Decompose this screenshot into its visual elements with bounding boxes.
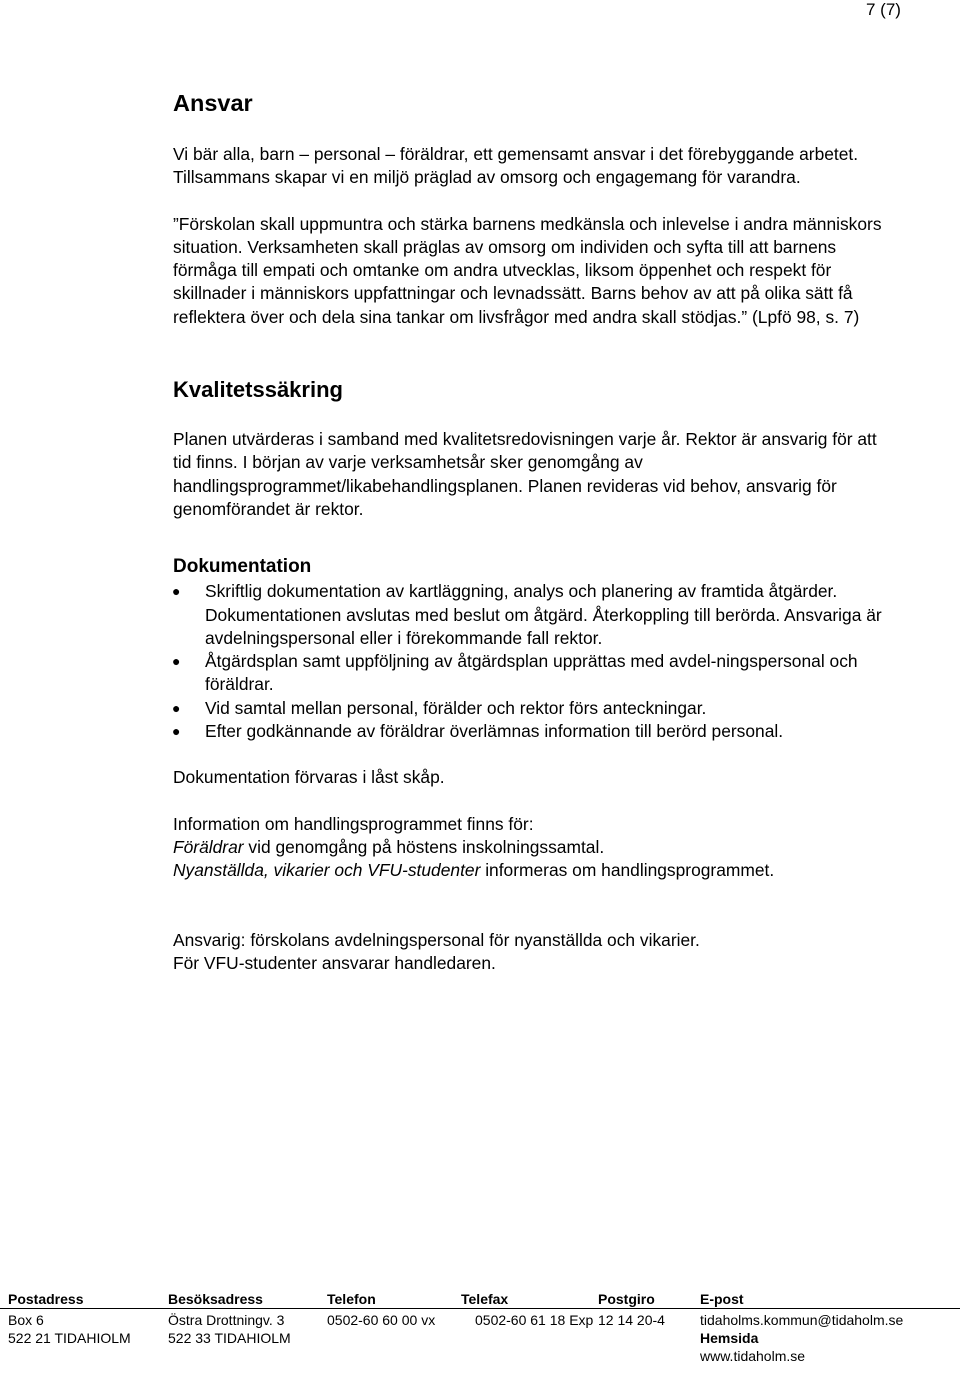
info-line-1 [173, 836, 893, 859]
footer-col-postadress [8, 1311, 131, 1347]
ansvarig-line-2: För VFU-studenter ansvarar handledaren. [173, 952, 496, 973]
info-intro: Information om handlingsprogrammet finns för: [173, 813, 534, 834]
footer-telefax-line1: 0502-60 61 18 Exp [475, 1312, 594, 1328]
info-line-1-italic: Föräldrar [173, 836, 244, 857]
footer-postadress-label: Postadress [8, 1291, 84, 1307]
info-line-2 [173, 859, 893, 882]
footer-besoksadress-line1: Östra Drottningv. 3 [168, 1312, 285, 1328]
info-line-2-italic: Nyanställda, vikarier och VFU-studenter [173, 860, 481, 881]
heading-dokumentation: Dokumentation [173, 556, 312, 578]
dokumentation-list [173, 580, 893, 743]
ansvarig-line-1: Ansvarig: förskolans avdelningspersonal för nyanställda och vikarier. [173, 929, 700, 950]
footer-col-postgiro [598, 1311, 665, 1329]
info-line-2-rest: informeras om handlingsprogrammet. [480, 860, 775, 881]
document-body [173, 88, 893, 975]
footer-postgiro-line1: 12 14 20-4 [598, 1312, 665, 1328]
list-item: ● Efter godkännande av föräldrar överlämnas information till berörd personal. [173, 720, 893, 743]
footer-postgiro-label: Postgiro [598, 1291, 655, 1307]
footer-col-telefax [475, 1311, 593, 1329]
footer-hemsida-label: Hemsida [700, 1330, 759, 1346]
footer-epost-line1[interactable]: tidaholms.kommun@tidaholm.se [700, 1312, 904, 1328]
footer-telefon-line1: 0502-60 60 00 vx [327, 1312, 436, 1328]
list-item: ● Skriftlig dokumentation av kartläggning, analys och planering av framtida åtgärder. Dokumentationen avslutas med beslut om åtgärd. Återkoppling till berörda. Ansvariga är avdelningspersonal eller i förekommande fall rektor. [173, 580, 893, 650]
footer-telefax-label: Telefax [461, 1291, 509, 1307]
kvalitet-paragraph: Planen utvärderas i samband med kvalitetsredovisningen varje år. Rektor är ansvarig för att tid finns. I början av varje verksamhetsår sker genomgång av handlingsprogrammet/likabehandlingsplanen. Planen revideras vid behov, ansvarig för genomförandet är rektor. [173, 429, 877, 519]
footer-col-telefon [327, 1311, 435, 1329]
footer-besoksadress-label: Besöksadress [168, 1291, 263, 1307]
footer-postadress-line1: Box 6 [8, 1312, 44, 1328]
footer-col-besoksadress [168, 1311, 291, 1347]
heading-kvalitetssakring: Kvalitetssäkring [173, 377, 343, 403]
list-item: ● Vid samtal mellan personal, förälder och rektor förs anteckningar. [173, 697, 893, 720]
ansvar-paragraph-1: Vi bär alla, barn – personal – föräldrar, ett gemensamt ansvar i det förebyggande arbetet. Tillsammans skapar vi en miljö präglad av omsorg och engagemang för varandra. [173, 144, 859, 188]
list-item: ● Åtgärdsplan samt uppföljning av åtgärdsplan upprättas med avdel-ningspersonal och föräldrar. [173, 650, 893, 697]
info-line-1-rest: vid genomgång på höstens inskolningssamtal. [243, 836, 605, 857]
heading-ansvar: Ansvar [173, 90, 253, 116]
footer-col-epost [700, 1311, 903, 1365]
footer-postadress-line2: 522 21 TIDAHIOLM [8, 1330, 131, 1346]
footer-hemsida-link[interactable]: www.tidaholm.se [700, 1348, 806, 1364]
ansvar-paragraph-quote: ”Förskolan skall uppmuntra och stärka barnens medkänsla och inlevelse i andra människors situation. Verksamheten skall präglas av omsorg om individen och syfta till att barnens förmåga till empati och omtanke om andra utvecklas, liksom öppenhet och respekt för skillnader i människors uppfattningar och levnadssätt. Barns behov av att på olika sätt få reflektera över och dela sina tankar om livsfrågor med andra skall stödjas.” (Lpfö 98, s. 7) [173, 213, 882, 327]
forvaras-text: Dokumentation förvaras i låst skåp. [173, 767, 445, 788]
footer-besoksadress-line2: 522 33 TIDAHIOLM [168, 1330, 291, 1346]
page-number: 7 (7) [866, 0, 901, 19]
footer-epost-label: E-post [700, 1291, 744, 1307]
footer-telefon-label: Telefon [327, 1291, 376, 1307]
footer-divider [0, 1308, 960, 1309]
